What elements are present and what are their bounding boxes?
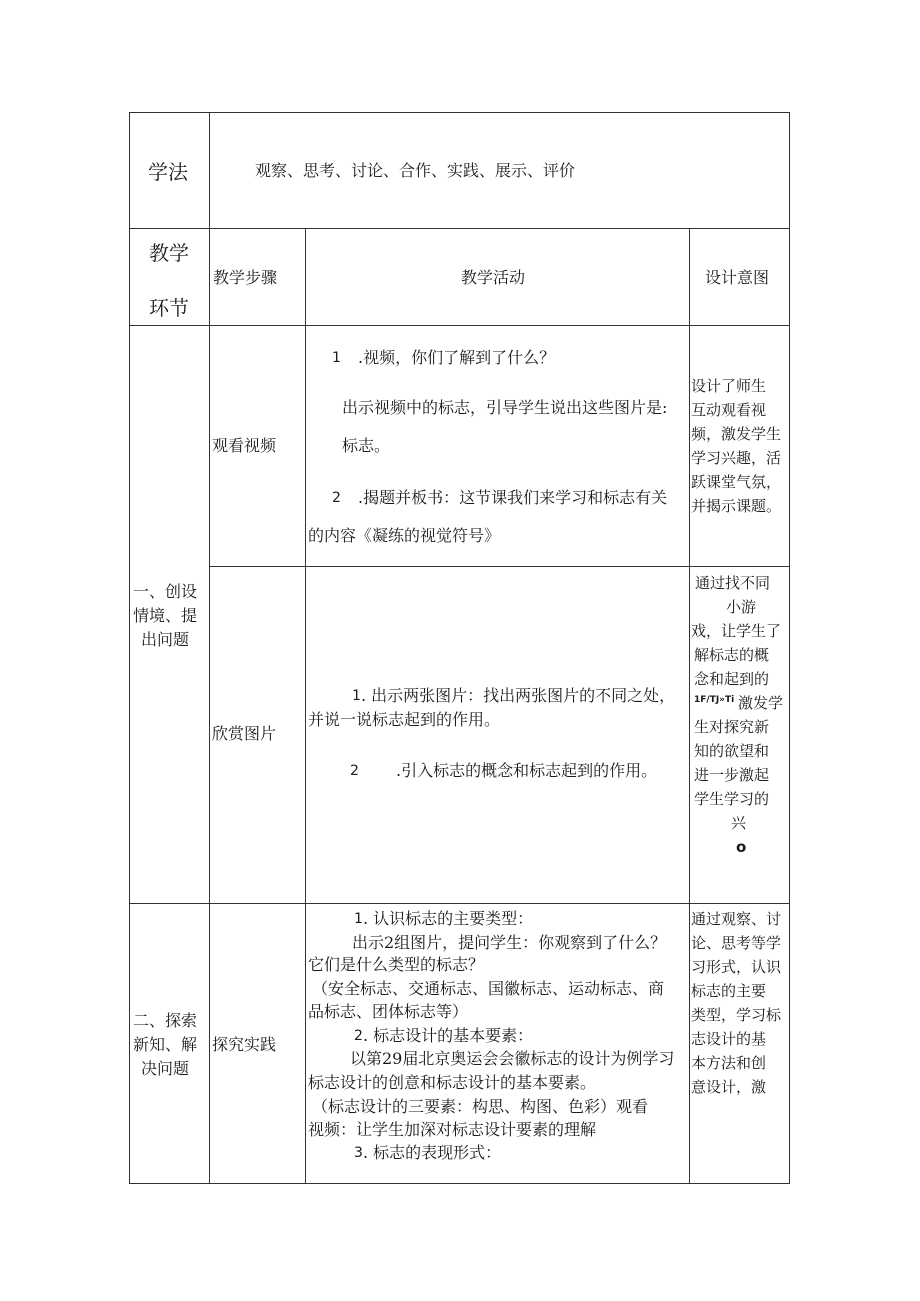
s3-activity-line-5: 品标志、团体标志等） <box>308 1002 469 1021</box>
header-steps: 教学步骤 <box>213 268 278 287</box>
s2-activity-line-3: .引入标志的概念和标志起到的作用。 <box>396 761 658 780</box>
segment1-label-line1: 一、创设 <box>133 582 198 601</box>
s1-intent-line-1: 设计了师生 <box>691 377 767 395</box>
s1-intent-line-2: 互动观看视 <box>691 401 767 419</box>
header-activities: 教学活动 <box>461 268 526 287</box>
s2-intent-line-8: 知的欲望和 <box>694 742 770 760</box>
s2-intent-line-10: 学生学习的 <box>694 790 770 808</box>
s3-intent-line-3: 习形式，认识 <box>691 958 782 976</box>
s2-intent-line-6: 激发学 <box>738 694 784 712</box>
s1-intent-line-6: 并揭示课题。 <box>691 497 782 515</box>
header-segment-line1: 教学 <box>149 241 189 265</box>
s3-intent-line-4: 标志的主要 <box>691 982 767 1000</box>
segment1-label-line2: 情境、提 <box>133 606 198 625</box>
s1-intent-line-4: 学习兴趣，活 <box>691 449 782 467</box>
s2-activity-num-1: 1 <box>352 688 361 704</box>
s3-activity-num-1: 1 <box>354 911 363 927</box>
s1-intent-line-5: 跃课堂气氛， <box>691 473 782 491</box>
s2-intent-line-12: o <box>736 838 747 856</box>
s1-activity-line-4: .揭题并板书：这节课我们来学习和标志有关 <box>358 488 668 507</box>
s2-activity-num-2: 2 <box>350 763 359 779</box>
xuefa-label: 学法 <box>148 160 188 184</box>
s1-activity-num-1: 1 <box>332 350 341 366</box>
header-intent: 设计意图 <box>705 268 770 287</box>
s3-activity-num-3: 3 <box>354 1145 363 1161</box>
s3-activity-line-2: 出示2组图片，提问学生：你观察到了什么？ <box>352 933 667 952</box>
s3-activity-line-6: . 标志设计的基本要素： <box>363 1026 534 1045</box>
s1-intent-line-3: 频，激发学生 <box>691 425 782 443</box>
s3-intent-line-8: 意设计，激 <box>691 1078 767 1096</box>
s2-intent-line-4: 解标志的概 <box>694 646 770 664</box>
s3-activity-line-7: 以第29届北京奥运会会徽标志的设计为例学习 <box>350 1049 675 1068</box>
segment1-step2-name: 欣赏图片 <box>212 724 277 743</box>
s2-intent-line-3: 戏，让学生了 <box>691 622 782 640</box>
s3-activity-line-9: （标志设计的三要素：构思、构图、色彩）观看 <box>312 1097 649 1116</box>
s3-activity-line-3: 它们是什么类型的标志？ <box>308 955 485 974</box>
segment1-label-line3: 出问题 <box>141 630 190 649</box>
s3-activity-line-8: 标志设计的创意和标志设计的基本要素。 <box>308 1073 597 1092</box>
s3-activity-line-4: （安全标志、交通标志、国徽标志、运动标志、商 <box>312 979 665 998</box>
s2-activity-line-2: 并说一说标志起到的作用。 <box>308 710 501 729</box>
s3-activity-line-10: 视频：让学生加深对标志设计要素的理解 <box>308 1120 597 1139</box>
s2-intent-line-2: 小游 <box>726 598 757 616</box>
segment2-label-line3: 决问题 <box>141 1059 190 1078</box>
s2-intent-ocr-fragment: 1F/TJ»Ti <box>694 695 735 705</box>
s2-intent-line-9: 进一步激起 <box>694 766 770 784</box>
s2-intent-line-7: 生对探究新 <box>694 718 770 736</box>
s3-activity-line-1: . 认识标志的主要类型： <box>363 909 534 928</box>
s3-activity-num-2: 2 <box>354 1028 363 1044</box>
s1-activity-line-2: 出示视频中的标志，引导学生说出这些图片是: <box>342 398 668 417</box>
s3-intent-line-7: 本方法和创 <box>691 1054 767 1072</box>
s3-activity-line-11: . 标志的表现形式： <box>363 1143 502 1162</box>
s3-intent-line-5: 类型，学习标 <box>691 1006 782 1024</box>
s2-intent-line-11: 兴 <box>731 814 747 832</box>
xuefa-content: 观察、思考、讨论、合作、实践、展示、评价 <box>255 161 576 180</box>
s1-activity-line-1: .视频，你们了解到了什么？ <box>358 348 556 367</box>
segment2-label-line1: 二、探索 <box>133 1011 198 1030</box>
s3-intent-line-1: 通过观察、讨 <box>691 910 782 928</box>
segment1-step1-name: 观看视频 <box>212 436 277 455</box>
s2-activity-line-1: . 出示两张图片：找出两张图片的不同之处， <box>361 686 676 705</box>
segment2-step1-name: 探究实践 <box>212 1035 277 1054</box>
s3-intent-line-6: 志设计的基 <box>691 1030 767 1048</box>
header-segment-line2: 环节 <box>149 296 189 320</box>
s2-intent-line-1: 通过找不同 <box>695 574 771 592</box>
s1-activity-line-3: 标志。 <box>342 436 391 455</box>
segment2-label-line2: 新知、解 <box>133 1035 198 1054</box>
s2-intent-line-5: 念和起到的 <box>694 670 770 688</box>
s1-activity-num-2: 2 <box>332 490 341 506</box>
s3-intent-line-2: 论、思考等学 <box>691 934 782 952</box>
s1-activity-line-5: 的内容《凝练的视觉符号》 <box>308 526 501 545</box>
